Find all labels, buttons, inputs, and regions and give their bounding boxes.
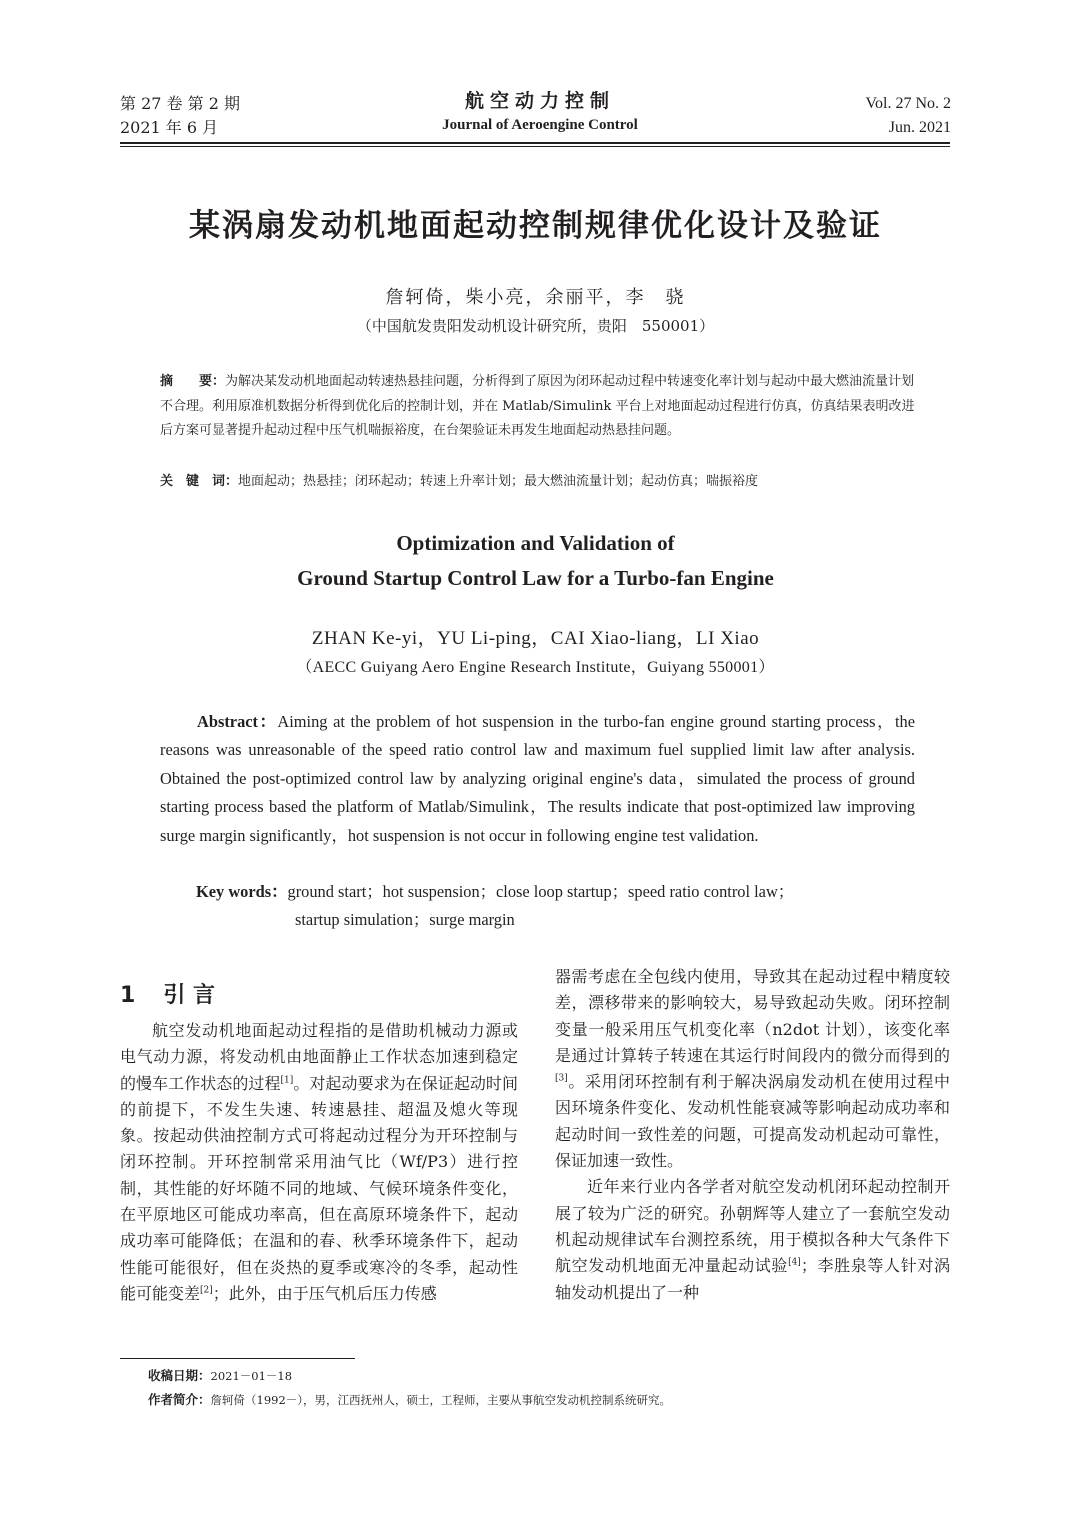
journal-name [380, 88, 700, 136]
paper-title-en [0, 526, 1071, 596]
abstract-cn [160, 370, 915, 444]
body-paragraph [555, 964, 950, 1174]
abstract-en-text: Aiming at the problem of hot suspension in the turbo-fan engine ground starting process，the reasons was unreasonable of the speed ratio control law and maximum fuel supplied limit law after analysis. Obtained the post-optimized control law by analyzing original engine's data，simulated the process of ground starting process based the platform of Matlab/Simulink，The results indicate that post-optimized law improving surge margin significantly，hot suspension is not occur in following engine test validation. [160, 712, 915, 845]
paper-title-en-line1: Optimization and Validation of [396, 531, 675, 555]
issue-info [120, 92, 240, 140]
issue-date: 2021 年 6 月 [120, 118, 219, 137]
keywords-cn-label: 关 键 词： [160, 474, 239, 489]
body-left-column [120, 1018, 518, 1307]
received-date [148, 1364, 671, 1388]
author-bio-label: 作者简介： [148, 1392, 211, 1407]
volume-number: Vol. 27 No. 2 [865, 95, 951, 112]
body-text: 。对起动要求为在保证起动时间的前提下，不发生失速、转速悬挂、超温及熄火等现象。按起动供油控制方式可将起动过程分为开环控制与闭环控制。开环控制常采用油气比（Wf/P3）进行控制，其性能的好坏随不同的地域、气候环境条件变化，在平原地区可能成功率高，但在高原环境条件下，起动成功率可能降低；在温和的春、秋季环境条件下，起动性能可能很好，但在炎热的夏季或寒冷的冬季，起动性能可能变差 [120, 1073, 518, 1303]
keywords-en [196, 878, 916, 935]
paper-title-en-line2: Ground Startup Control Law for a Turbo-fan Engine [297, 566, 774, 590]
keywords-cn [160, 472, 920, 492]
authors-cn: 詹轲倚，柴小亮，余丽平，李 骁 [385, 287, 686, 308]
volume-date: Jun. 2021 [888, 119, 951, 136]
abstract-en [160, 708, 915, 850]
affiliation-cn: （中国航发贵阳发动机设计研究所，贵阳 550001） [356, 317, 715, 335]
keywords-en-line2: startup simulation；surge margin [295, 910, 515, 930]
citation: [4] [788, 1257, 801, 1268]
section-heading [120, 978, 215, 1009]
paper-title-cn: 某涡扇发动机地面起动控制规律优化设计及验证 [189, 208, 882, 244]
body-text: ；此外，由于压气机后压力传感 [212, 1283, 437, 1303]
affiliation-en: （AECC Guiyang Aero Engine Research Institute，Guiyang 550001） [296, 659, 775, 676]
received-label: 收稿日期： [148, 1368, 211, 1383]
keywords-en-label: Key words： [196, 882, 288, 901]
body-paragraph [555, 1174, 950, 1305]
journal-name-en: Journal of Aeroengine Control [442, 117, 638, 133]
author-bio [148, 1388, 671, 1412]
keywords-cn-text: 地面起动；热悬挂；闭环起动；转速上升率计划；最大燃油流量计划；起动仿真；喘振裕度 [238, 474, 759, 489]
body-text: 航空发动机地面起动过程指的是借助机械动力源或电气动力源，将发动机由地面静止工作状态加速到稳定的慢车工作状态的过程 [120, 1021, 518, 1093]
body-text: 近年来行业内各学者对航空发动机闭环起动控制开展了较为广泛的研究。孙朝辉等人建立了一套航空发动机起动规律试车台测控系统，用于模拟各种大气条件下航空发动机地面无冲量起动试验 [555, 1177, 950, 1276]
received-value: 2021－01－18 [210, 1369, 293, 1383]
citation: [3] [555, 1073, 568, 1084]
body-paragraph [120, 1018, 518, 1307]
body-right-column [555, 964, 950, 1306]
abstract-cn-label: 摘 要： [160, 374, 226, 389]
issue-number: 第 27 卷 第 2 期 [120, 94, 240, 113]
body-text: ；李胜泉等人针对涡轴发动机提出了一种 [555, 1256, 950, 1302]
journal-name-cn: 航空动力控制 [464, 90, 615, 112]
section-number: 1 [120, 983, 136, 1008]
body-text: 器需考虑在全包线内使用，导致其在起动过程中精度较差，漂移带来的影响较大，易导致起动失败。闭环控制变量一般采用压气机变化率（n2dot 计划），该变化率是通过计算转子转速在其运行时间段内的微分而得到的 [555, 967, 950, 1065]
footnotes [148, 1364, 671, 1412]
citation: [2] [200, 1285, 213, 1296]
citation: [1] [280, 1075, 294, 1086]
abstract-cn-text: 为解决某发动机地面起动转速热悬挂问题，分析得到了原因为闭环起动过程中转速变化率计划与起动中最大燃油流量计划不合理。利用原准机数据分析得到优化后的控制计划，并在 Matlab/Simulink 平台上对地面起动过程进行仿真，仿真结果表明改进后方案可显著提升起动过程中压气机喘振裕度，在台架验证未再发生地面起动热悬挂问题。 [160, 374, 915, 438]
footnote-rule [120, 1358, 355, 1359]
section-title: 引 言 [163, 983, 215, 1008]
volume-info [866, 92, 952, 140]
abstract-en-label: Abstract： [197, 712, 278, 731]
body-text: 。采用闭环控制有利于解决涡扇发动机在使用过程中因环境条件变化、发动机性能衰减等影响起动成功率和起动时间一致性差的问题，可提高发动机起动可靠性，保证加速一致性。 [555, 1072, 950, 1171]
author-bio-text: 詹轲倚（1992－），男，江西抚州人，硕士，工程师，主要从事航空发动机控制系统研究。 [210, 1393, 672, 1407]
keywords-en-line1: ground start；hot suspension；close loop startup；speed ratio control law； [287, 882, 795, 901]
header-rule-thick [120, 142, 950, 144]
header-rule-thin [120, 146, 950, 147]
authors-en: ZHAN Ke-yi，YU Li-ping，CAI Xiao-liang，LI Xiao [311, 628, 760, 649]
